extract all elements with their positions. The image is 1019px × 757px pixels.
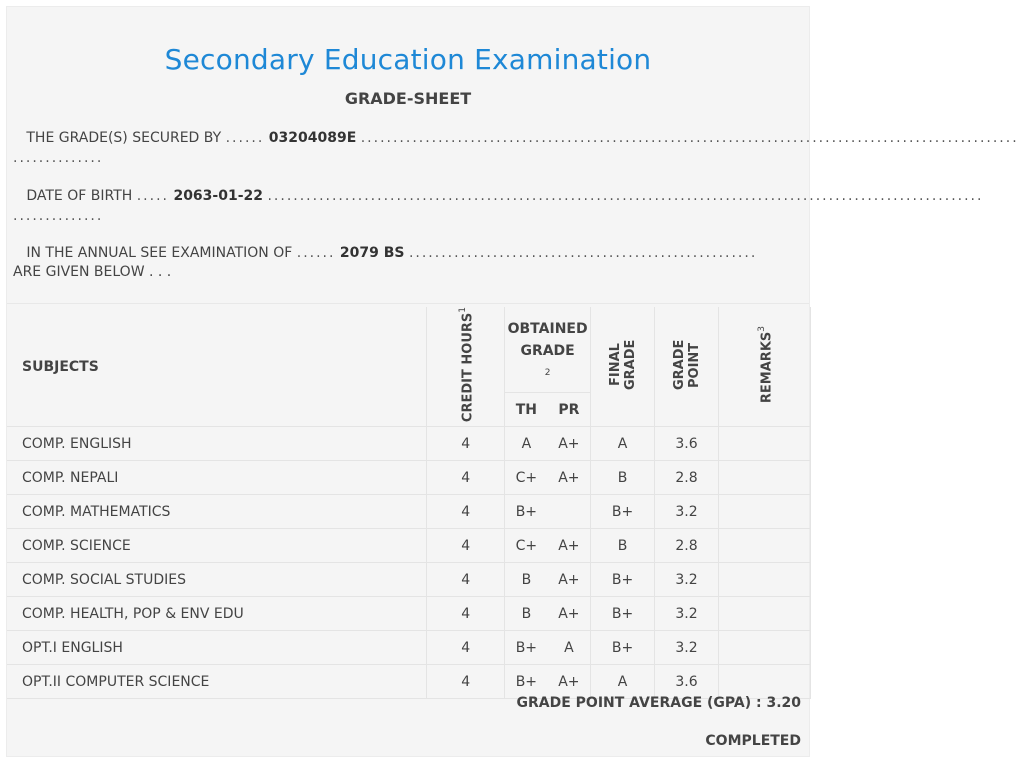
pr-grade-cell [548,495,591,529]
remarks-cell [719,563,811,597]
remarks-cell [719,427,811,461]
grade-point-cell: 3.2 [655,563,719,597]
subject-cell: COMP. MATHEMATICS [7,495,427,529]
page-title: Secondary Education Examination [164,43,652,76]
table-row [7,665,811,699]
credit-cell: 4 [427,495,505,529]
subject-cell: COMP. ENGLISH [7,427,427,461]
table-row [7,597,811,631]
th-grade-cell: C+ [505,529,548,563]
remarks-cell [719,631,811,665]
th-grade-cell: B+ [505,665,548,699]
pr-grade-cell: A+ [548,529,591,563]
header-th: TH [505,393,548,427]
subject-cell: COMP. NEPALI [7,461,427,495]
table-row [7,495,811,529]
credit-cell: 4 [427,597,505,631]
final-grade-cell: A [591,427,655,461]
th-grade-cell: B [505,563,548,597]
final-grade-cell: B+ [591,597,655,631]
grade-point-cell: 2.8 [655,461,719,495]
grade-point-cell: 3.2 [655,495,719,529]
credit-cell: 4 [427,665,505,699]
pr-grade-cell: A+ [548,427,591,461]
pr-grade-cell: A+ [548,563,591,597]
status-text: COMPLETED [705,733,801,749]
subject-cell: COMP. SCIENCE [7,529,427,563]
exam-label: IN THE ANNUAL SEE EXAMINATION OF [26,245,293,261]
table-row [7,461,811,495]
remarks-cell [719,597,811,631]
page-subtitle: GRADE-SHEET [344,89,472,108]
pr-grade-cell: A [548,631,591,665]
final-grade-cell: B [591,529,655,563]
dob-value: 2063-01-22 [173,188,264,204]
header-obtained-grade: OBTAINED GRADE$^2$ [505,307,591,393]
grade-point-cell: 3.2 [655,631,719,665]
pr-grade-cell: A+ [548,597,591,631]
final-grade-cell: B [591,461,655,495]
subject-cell: OPT.II COMPUTER SCIENCE [7,665,427,699]
table-row [7,631,811,665]
secured-by-value: 03204089E [268,130,357,146]
table-row [7,529,811,563]
grades-table [7,307,811,699]
credit-cell: 4 [427,529,505,563]
th-grade-cell: B [505,597,548,631]
final-grade-cell: B+ [591,495,655,529]
table-row [7,563,811,597]
header-remarks: REMARKS$^3$ [719,307,811,427]
credit-cell: 4 [427,461,505,495]
remarks-cell [719,495,811,529]
subject-cell: OPT.I ENGLISH [7,631,427,665]
credit-cell: 4 [427,563,505,597]
grade-sheet [6,6,1019,757]
header-subjects: SUBJECTS [7,307,427,427]
secured-by-line: THE GRADE(S) SECURED BY ...... 03204089E ...................................................................................................... [26,130,1019,146]
pr-grade-cell: A+ [548,461,591,495]
dob-line-cont: .............. [13,208,104,224]
grade-point-cell: 2.8 [655,529,719,563]
th-grade-cell: B+ [505,495,548,529]
subject-cell: COMP. HEALTH, POP & ENV EDU [7,597,427,631]
final-grade-cell: A [591,665,655,699]
header-pr: PR [548,393,591,427]
remarks-cell [719,665,811,699]
remarks-cell [719,461,811,495]
th-grade-cell: B+ [505,631,548,665]
header-credit-hours: CREDIT HOURS$^1$ [427,307,505,427]
credit-cell: 4 [427,427,505,461]
gpa-summary: GRADE POINT AVERAGE (GPA) : 3.20 [516,695,801,711]
table-row [7,427,811,461]
secured-by-label: THE GRADE(S) SECURED BY [26,130,222,146]
header-final-grade: FINAL GRADE [591,307,655,427]
remarks-cell [719,529,811,563]
grade-point-cell: 3.6 [655,427,719,461]
divider [7,303,809,304]
table-header-row [7,307,811,393]
final-grade-cell: B+ [591,563,655,597]
dob-label: DATE OF BIRTH [26,188,133,204]
pr-grade-cell: A+ [548,665,591,699]
th-grade-cell: A [505,427,548,461]
credit-cell: 4 [427,631,505,665]
dob-line: DATE OF BIRTH ..... 2063-01-22 ............................................................................................................... [26,188,984,204]
header-grade-point: GRADE POINT [655,307,719,427]
exam-value: 2079 BS [339,245,405,261]
exam-line: IN THE ANNUAL SEE EXAMINATION OF ...... 2079 BS ...................................................... [26,245,758,261]
grade-point-cell: 3.6 [655,665,719,699]
exam-line-cont: ARE GIVEN BELOW . . . [13,264,172,280]
th-grade-cell: C+ [505,461,548,495]
final-grade-cell: B+ [591,631,655,665]
secured-by-line-cont: .............. [13,150,104,166]
subject-cell: COMP. SOCIAL STUDIES [7,563,427,597]
grade-point-cell: 3.2 [655,597,719,631]
